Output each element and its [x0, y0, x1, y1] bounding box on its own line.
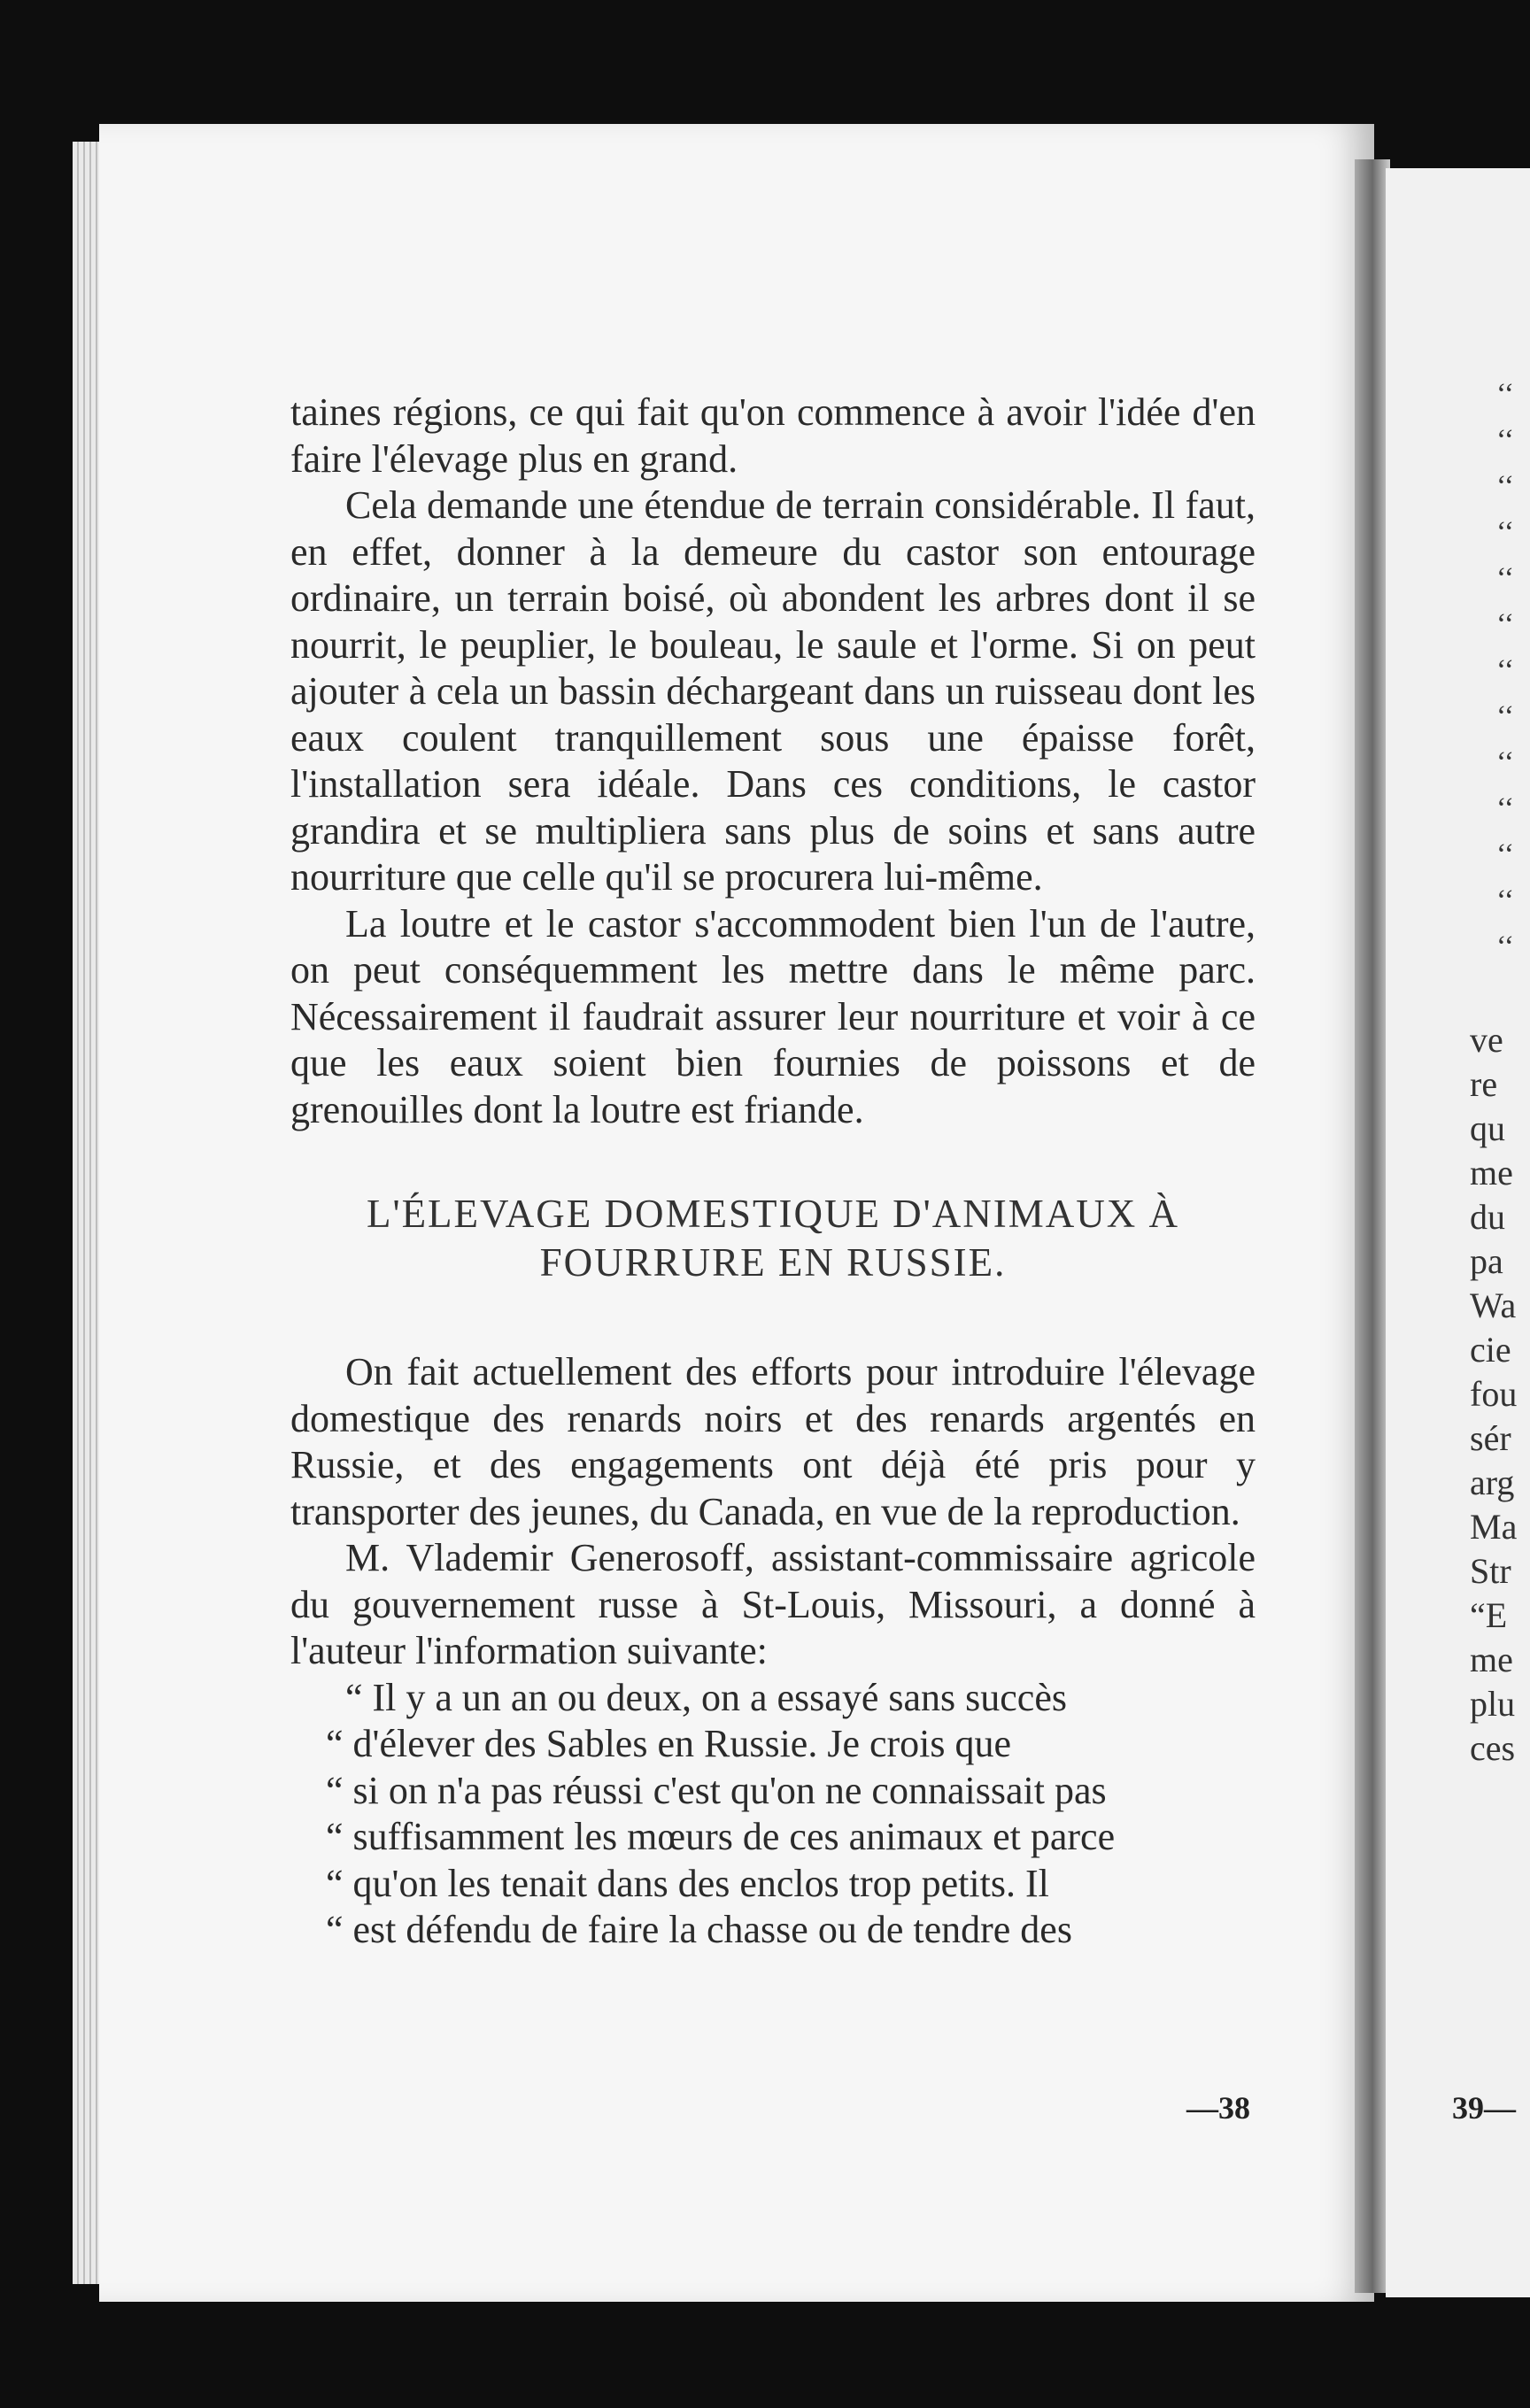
text-fragment: Str [1470, 1551, 1511, 1591]
quote-mark: ‘‘ [1496, 608, 1515, 641]
quote-line: “ suffisamment les mœurs de ces animaux et parce [326, 1815, 1116, 1858]
paragraph-beaver-terrain: Cela demande une étendue de terrain considérable. Il faut, en effet, donner à la demeure du castor son entourage ordinaire, un terrain boisé, où abondent les arbres dont il se nourrit, le peuplier, le bouleau, le saule et l'orme. Si on peut ajouter à cela un bassin déchargeant dans un ruisseau dont les eaux coulent tranquillement sous une épaisse forêt, l'installation sera idéale. Dans ces conditions, le castor grandira et se multipliera sans plus de soins et sans autre nourriture que celle qu'il se procurera lui-même. [290, 483, 1256, 899]
quote-mark: ‘‘ [1496, 792, 1515, 825]
right-page-fragments [1470, 1018, 1530, 1771]
text-fragment: qu [1470, 1108, 1505, 1148]
quote-block [290, 1675, 1256, 1954]
book-gutter [1355, 159, 1390, 2293]
quote-mark: ‘‘ [1496, 470, 1515, 503]
quote-mark: ‘‘ [1496, 930, 1515, 963]
quote-mark: ‘‘ [1496, 884, 1515, 917]
quote-mark: ‘‘ [1496, 424, 1515, 457]
text-fragment: pa [1470, 1241, 1503, 1281]
paragraph-otter-beaver: La loutre et le castor s'accommodent bien l'un de l'autre, on peut conséquemment les mettre dans le même parc. Nécessairement il faudrait assurer leur nourriture et voir à ce que les eaux soient bien fournies de poissons et de grenouilles dont la loutre est friande. [290, 901, 1256, 1131]
text-fragment: du [1470, 1197, 1505, 1237]
text-fragment: re [1470, 1064, 1498, 1104]
text-fragment: ces [1470, 1728, 1516, 1768]
text-fragment: fou [1470, 1374, 1518, 1414]
text-fragment: Ma [1470, 1507, 1518, 1547]
quote-mark: ‘‘ [1496, 378, 1515, 411]
quote-mark: ‘‘ [1496, 746, 1515, 779]
quote-mark: ‘‘ [1496, 562, 1515, 595]
text-fragment: Wa [1470, 1285, 1517, 1325]
quote-line: “ si on n'a pas réussi c'est qu'on ne connaissait pas [326, 1768, 1107, 1812]
section-heading [290, 1190, 1256, 1287]
paragraph-generosoff: M. Vlademir Generosoff, assistant-commissaire agricole du gouvernement russe à St-Louis, Missouri, a donné à l'auteur l'information suivante: [290, 1536, 1256, 1672]
left-page-text [290, 390, 1256, 1954]
quote-line: “ Il y a un an ou deux, on a essayé sans succès [345, 1675, 1067, 1719]
text-fragment: me [1470, 1640, 1513, 1679]
text-fragment: arg [1470, 1463, 1515, 1502]
quote-mark: ‘‘ [1496, 516, 1515, 549]
quote-line: “ d'élever des Sables en Russie. Je crois que [326, 1722, 1012, 1765]
text-fragment: “E [1470, 1595, 1508, 1635]
quote-line: “ est défendu de faire la chasse ou de tendre des [326, 1908, 1072, 1951]
text-fragment: me [1470, 1153, 1513, 1192]
paragraph-continuation: taines régions, ce qui fait qu'on commence à avoir l'idée d'en faire l'élevage plus en grand. [290, 390, 1256, 481]
quote-line: “ qu'on les tenait dans des enclos trop petits. Il [326, 1861, 1049, 1905]
text-fragment: plu [1470, 1684, 1516, 1724]
quote-mark: ‘‘ [1496, 700, 1515, 733]
paragraph-russia-efforts: On fait actuellement des efforts pour introduire l'élevage domestique des renards noirs et des renards argentés en Russie, et des engagements ont déjà été pris pour y transporter des jeunes, du Canada, en vue de la reproduction. [290, 1350, 1256, 1533]
text-fragment: cie [1470, 1330, 1511, 1370]
text-fragment: ve [1470, 1020, 1503, 1060]
page-number-right: 39— [1452, 2090, 1516, 2126]
quote-mark: ‘‘ [1496, 654, 1515, 687]
page-number-left: —38 [1186, 2090, 1250, 2126]
heading-line-2: FOURRURE EN RUSSIE. [539, 1240, 1007, 1285]
quote-mark: ‘‘ [1496, 838, 1515, 871]
right-page-quote-marks [1496, 372, 1530, 970]
text-fragment: sér [1470, 1418, 1511, 1458]
heading-line-1: L'ÉLEVAGE DOMESTIQUE D'ANIMAUX À [366, 1192, 1180, 1236]
